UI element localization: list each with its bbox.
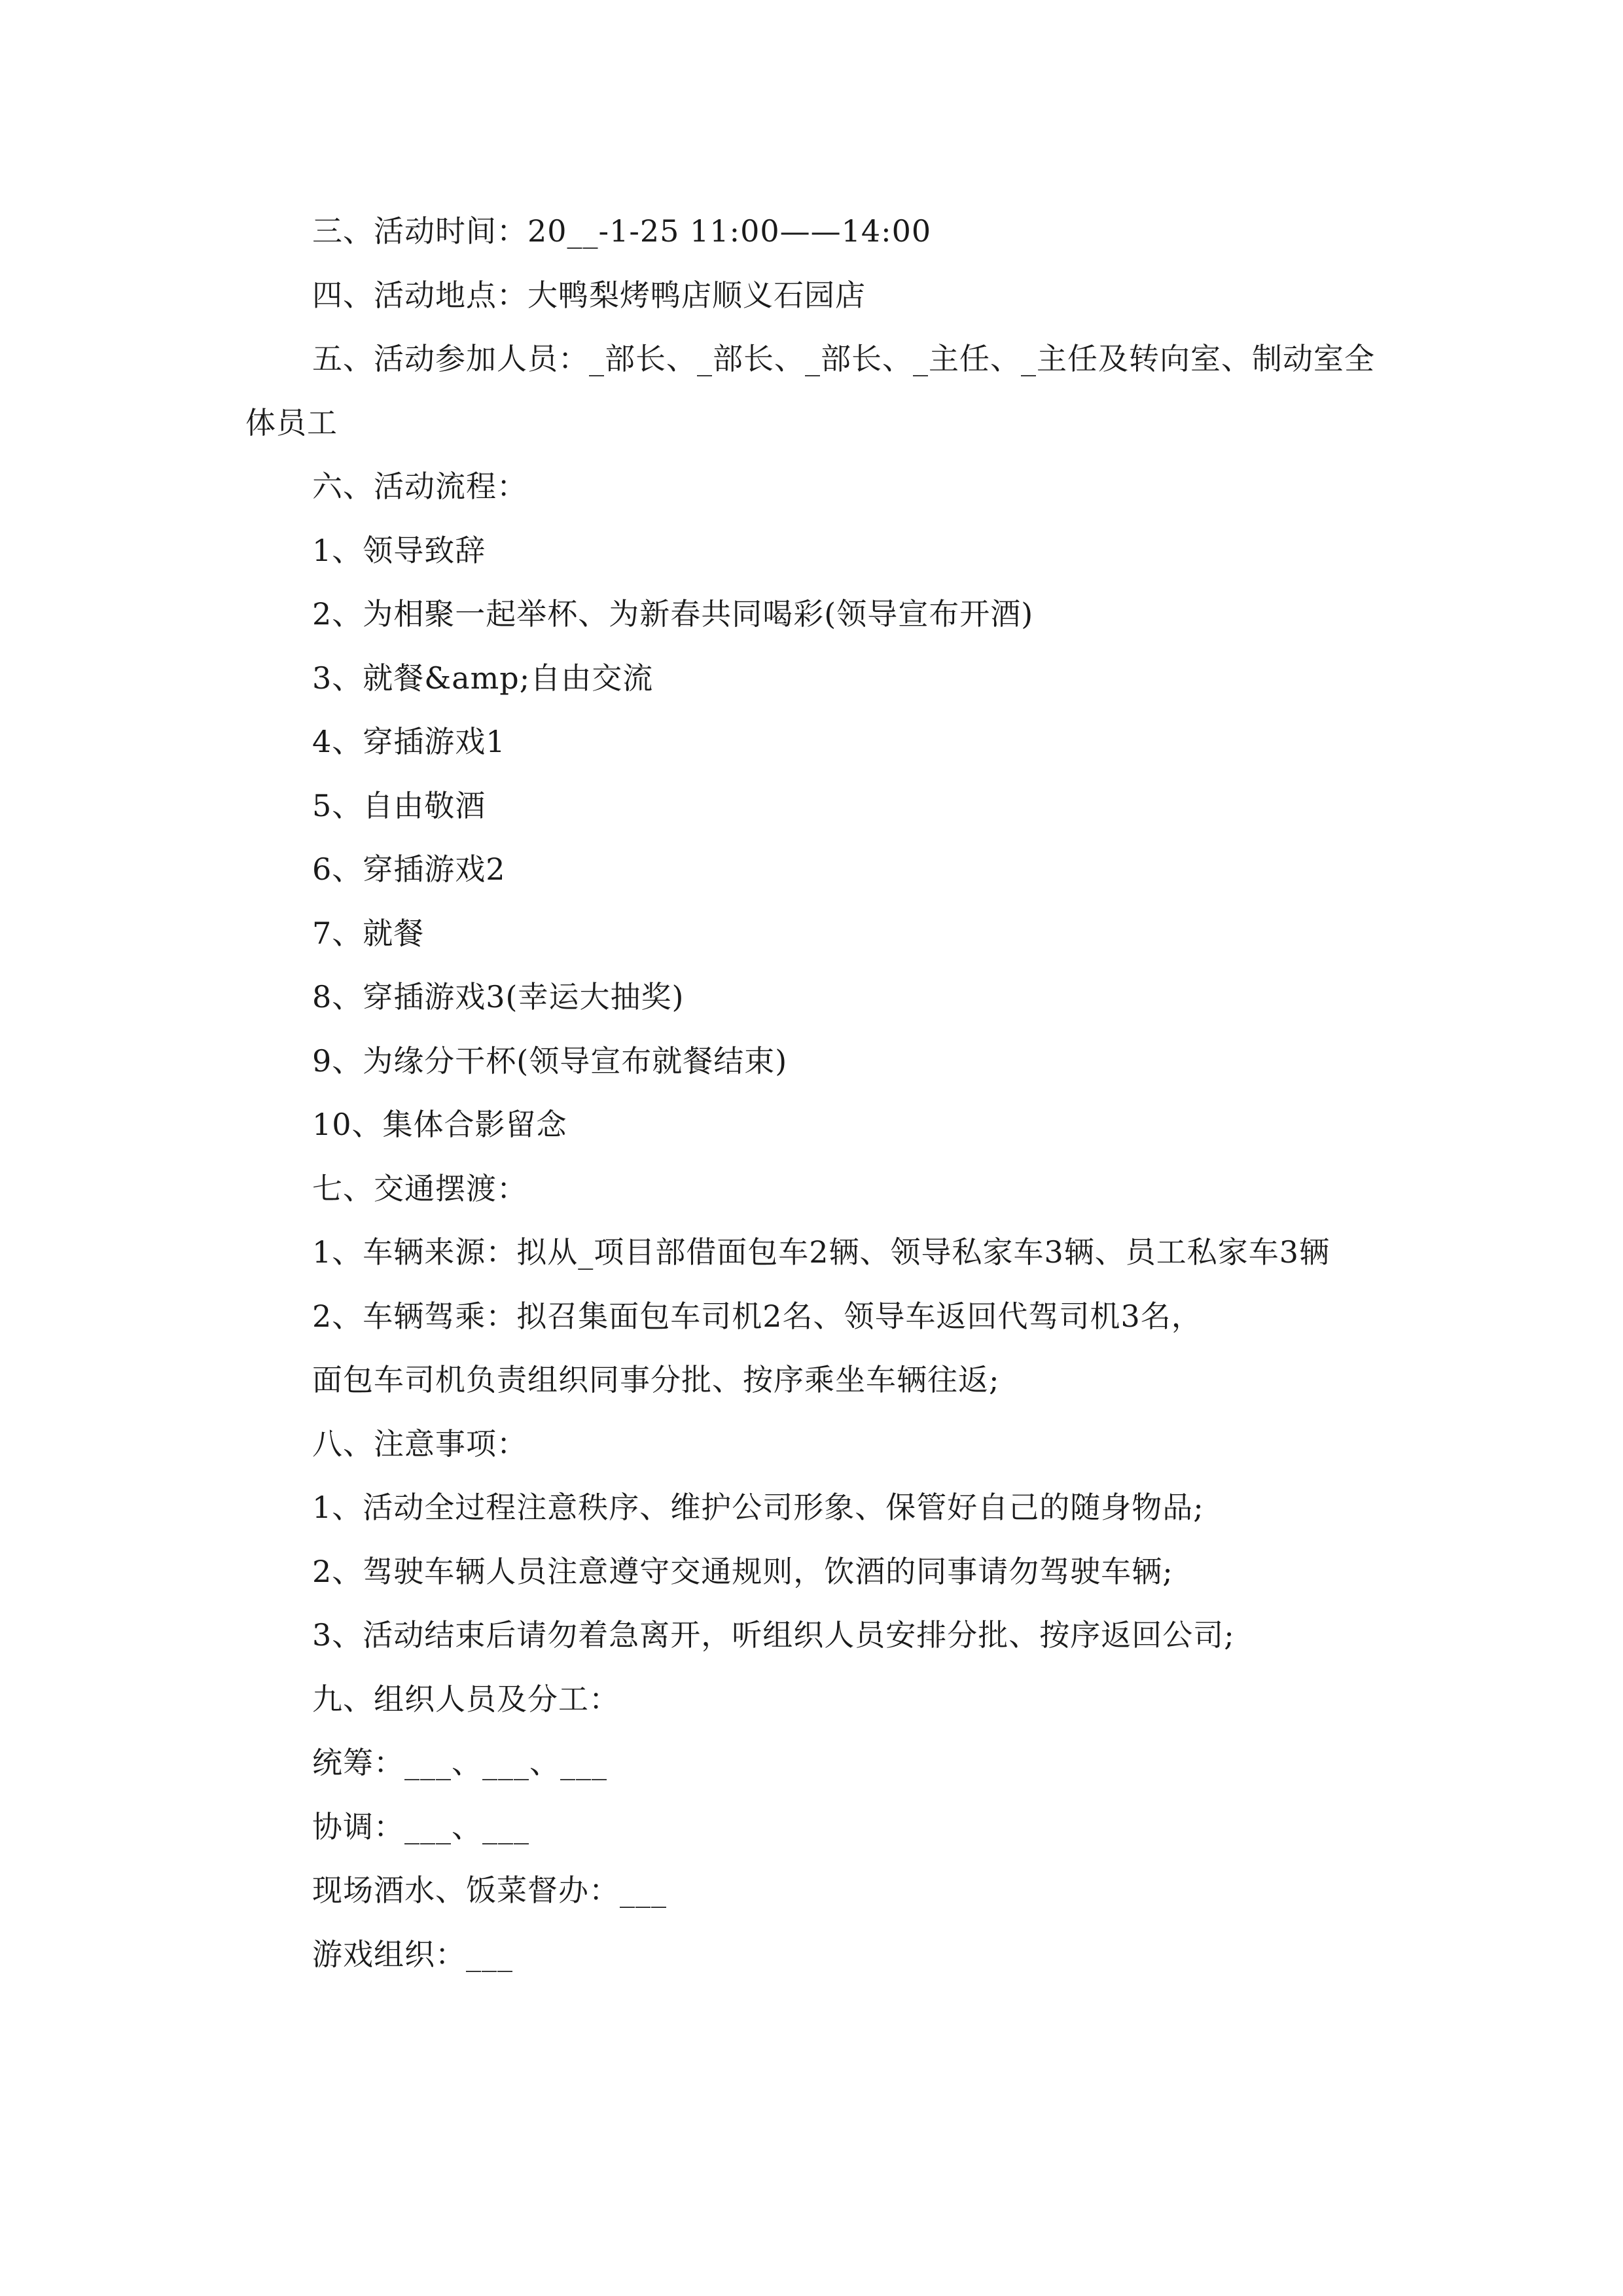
- paragraph: 1、车辆来源：拟从_项目部借面包车2辆、领导私家车3辆、员工私家车3辆: [312, 1234, 1330, 1270]
- paragraph: 四、活动地点：大鸭梨烤鸭店顺义石园店: [312, 277, 866, 313]
- paragraph: 现场酒水、饭菜督办：___: [312, 1873, 667, 1908]
- paragraph: 4、穿插游戏1: [312, 724, 506, 759]
- paragraph: 5、自由敬酒: [312, 787, 486, 823]
- paragraph: 三、活动时间：20__-1-25 11:00——14:00: [312, 213, 932, 249]
- paragraph: 面包车司机负责组织同事分批、按序乘坐车辆往返;: [312, 1362, 1000, 1397]
- paragraph: 2、车辆驾乘：拟召集面包车司机2名、领导车返回代驾司机3名，: [312, 1298, 1202, 1334]
- paragraph: 九、组织人员及分工：: [312, 1681, 620, 1717]
- paragraph: 七、交通摆渡：: [312, 1170, 527, 1206]
- paragraph: 游戏组织：___: [312, 1936, 513, 1972]
- paragraph: 6、穿插游戏2: [312, 852, 506, 887]
- paragraph: 协调：___、___: [312, 1808, 529, 1844]
- paragraph: 7、就餐: [312, 915, 425, 951]
- paragraph: 六、活动流程：: [312, 469, 527, 504]
- paragraph: 3、活动结束后请勿着急离开，听组织人员安排分批、按序返回公司;: [312, 1617, 1235, 1653]
- paragraph: 五、活动参加人员：_部长、_部长、_部长、_主任、_主任及转向室、制动室全体员工: [245, 341, 1375, 440]
- paragraph: 1、领导致辞: [312, 532, 486, 568]
- paragraph: 八、注意事项：: [312, 1426, 527, 1462]
- paragraph: 10、集体合影留念: [312, 1107, 567, 1142]
- paragraph: 3、就餐&amp;自由交流: [312, 660, 654, 696]
- document-body: [245, 200, 1384, 1986]
- paragraph: 统筹：___、___、___: [312, 1745, 607, 1780]
- paragraph: 1、活动全过程注意秩序、维护公司形象、保管好自己的随身物品;: [312, 1490, 1204, 1525]
- paragraph: 2、驾驶车辆人员注意遵守交通规则，饮酒的同事请勿驾驶车辆;: [312, 1553, 1173, 1589]
- paragraph: 8、穿插游戏3(幸运大抽奖): [312, 979, 685, 1014]
- paragraph: 9、为缘分干杯(领导宣布就餐结束): [312, 1043, 788, 1079]
- paragraph: 2、为相聚一起举杯、为新春共同喝彩(领导宣布开酒): [312, 596, 1034, 632]
